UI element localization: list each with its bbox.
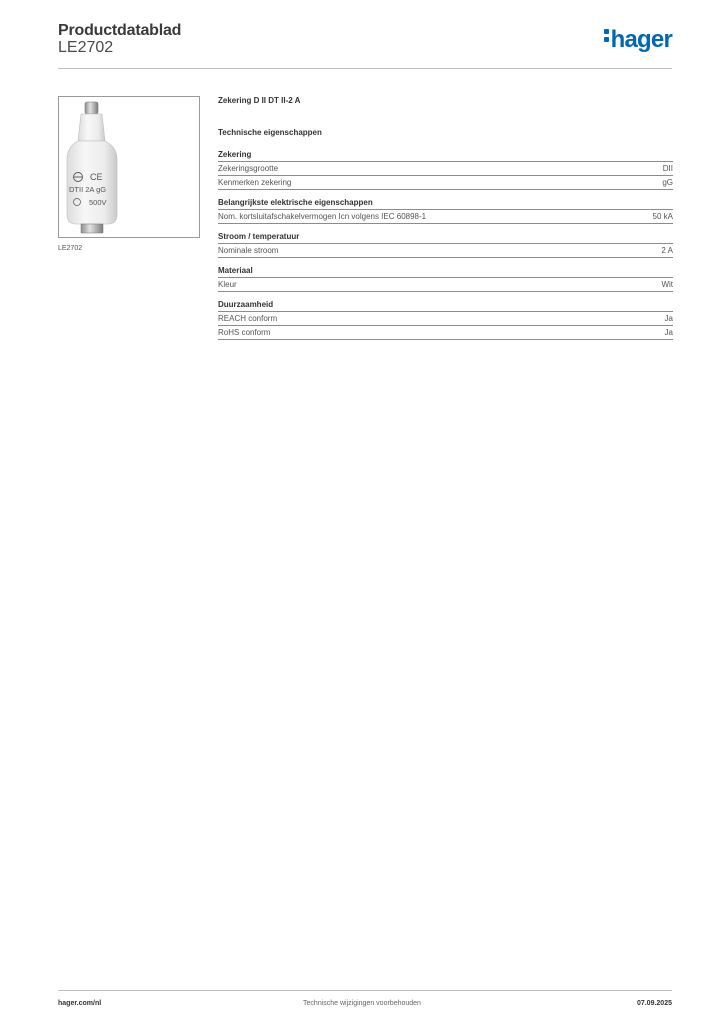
logo-dots-icon <box>604 26 609 45</box>
section-title: Stroom / temperatuur <box>218 232 673 244</box>
product-name: Zekering D II DT II-2 A <box>218 96 301 105</box>
spec-row <box>218 162 673 176</box>
fuse-image <box>59 97 199 237</box>
product-image-frame <box>58 96 200 238</box>
footer-url-link[interactable]: hager.com/nl <box>58 1000 102 1007</box>
section-electrical <box>218 198 673 224</box>
spec-row <box>218 176 673 190</box>
spec-row <box>218 312 673 326</box>
footer-divider <box>58 990 672 991</box>
section-title: Belangrijkste elektrische eigenschappen <box>218 198 673 210</box>
specification-content <box>218 96 673 348</box>
fuse-print-rating: DTII 2A gG <box>69 185 107 194</box>
header-divider <box>58 68 672 69</box>
section-sustainability <box>218 300 673 340</box>
spec-value: Wit <box>661 280 673 289</box>
fuse-bottom-contact <box>81 224 103 233</box>
logo-text: hager <box>610 26 672 53</box>
section-title: Materiaal <box>218 266 673 278</box>
image-caption: LE2702 <box>58 245 83 252</box>
page-title: Productdatablad <box>58 22 182 39</box>
spec-label: Zekeringsgrootte <box>218 164 279 173</box>
fuse-body <box>67 141 117 224</box>
fuse-top-cap <box>85 102 98 114</box>
footer-notice: Technische wijzigingen voorbehouden <box>303 1000 421 1007</box>
spec-row <box>218 244 673 258</box>
hager-logo[interactable] <box>604 26 672 54</box>
spec-label: Nominale stroom <box>218 246 279 255</box>
spec-row <box>218 326 673 340</box>
spec-value: Ja <box>664 314 673 323</box>
spec-value: 2 A <box>661 246 673 255</box>
spec-label: Kenmerken zekering <box>218 178 292 187</box>
section-title: Zekering <box>218 150 673 162</box>
spec-label: REACH conform <box>218 314 278 323</box>
section-title: Duurzaamheid <box>218 300 673 312</box>
spec-label: Kleur <box>218 280 237 289</box>
fuse-print-voltage: 500V <box>89 198 107 207</box>
spec-row <box>218 210 673 224</box>
spec-label: RoHS conform <box>218 328 271 337</box>
technical-properties-heading: Technische eigenschappen <box>218 128 322 137</box>
spec-value: DII <box>662 164 673 173</box>
ce-mark: CE <box>90 172 103 182</box>
footer-date: 07.09.2025 <box>636 1000 672 1007</box>
spec-value: 50 kA <box>652 212 673 221</box>
section-material <box>218 266 673 292</box>
spec-value: Ja <box>664 328 673 337</box>
product-code: LE2702 <box>58 39 114 56</box>
section-zekering <box>218 150 673 190</box>
section-current-temperature <box>218 232 673 258</box>
spec-row <box>218 278 673 292</box>
spec-value: gG <box>662 178 673 187</box>
spec-label: Nom. kortsluitafschakelvermogen Icn volgens IEC 60898-1 <box>218 212 427 221</box>
fuse-neck <box>78 114 105 141</box>
